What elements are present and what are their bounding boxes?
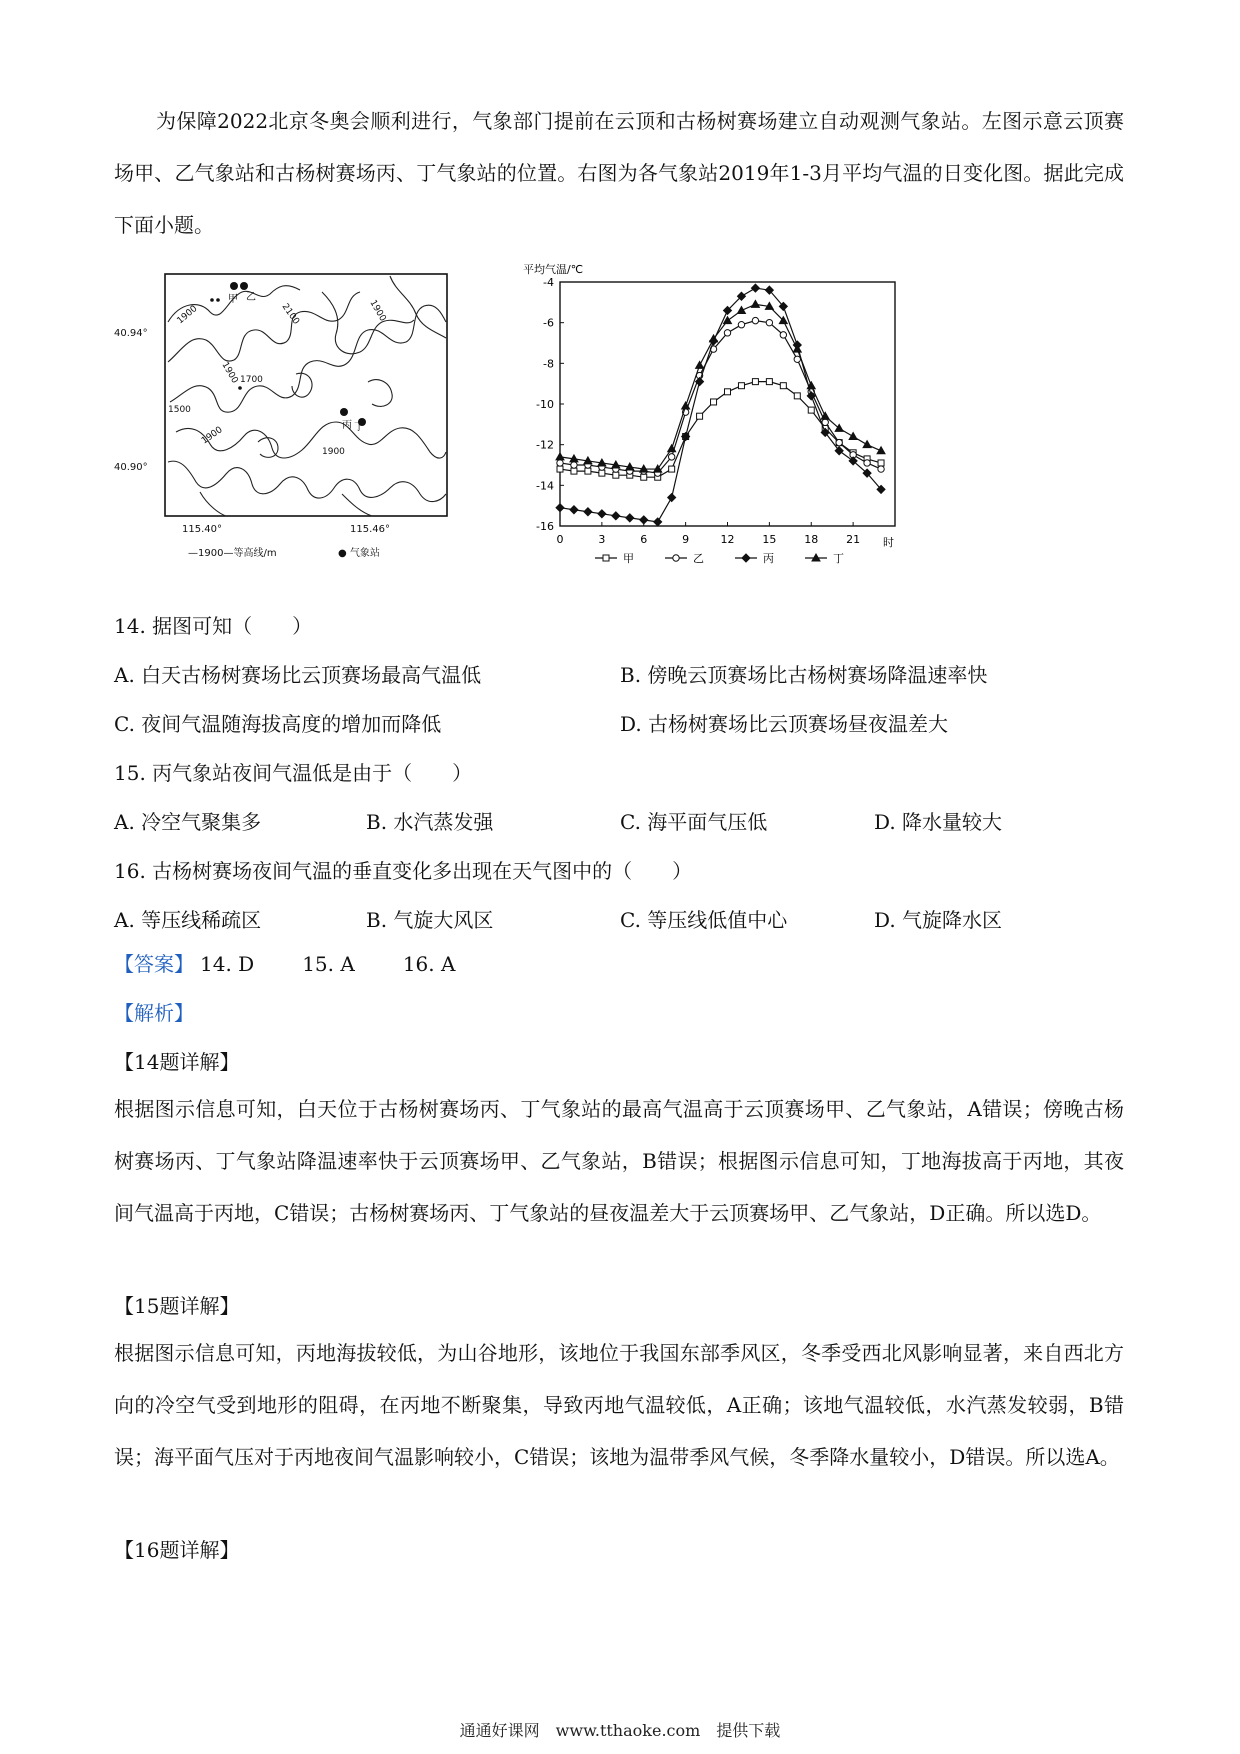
- data-point: [585, 468, 591, 474]
- data-point: [794, 356, 800, 362]
- data-point: [668, 494, 676, 502]
- data-point: [766, 379, 772, 385]
- data-point: [696, 361, 704, 368]
- legend-label: 甲: [623, 552, 634, 565]
- y-tick-label: -10: [536, 398, 554, 411]
- data-point: [738, 322, 744, 328]
- contour-label: 1700: [240, 375, 263, 385]
- lon-label: 115.46°: [350, 524, 390, 535]
- station-dot: [340, 408, 348, 416]
- temperature-chart: [515, 260, 910, 580]
- lat-label: 40.94°: [114, 328, 148, 339]
- data-point: [673, 555, 679, 561]
- q14-option-a: A. 白天古杨树赛场比云顶赛场最高气温低: [114, 663, 482, 687]
- data-point: [668, 454, 674, 460]
- q16-option-b: B. 气旋大风区: [366, 908, 494, 932]
- contour-label: 1900: [322, 447, 345, 457]
- map-axis-labels: [114, 328, 390, 559]
- x-tick-label: 0: [556, 533, 564, 546]
- q16-option-d: D. 气旋降水区: [874, 908, 1003, 932]
- data-point: [613, 472, 619, 478]
- q15-option-d: D. 降水量较大: [874, 810, 1003, 834]
- station-label: 丙: [342, 420, 352, 431]
- contour-lines: [168, 276, 446, 516]
- detail-15-title: 【15题详解】: [114, 1294, 240, 1318]
- summit-dot: [238, 386, 242, 390]
- data-point: [864, 460, 870, 466]
- x-tick-label: 12: [720, 533, 735, 546]
- data-point: [626, 514, 634, 522]
- q15-option-c: C. 海平面气压低: [620, 810, 768, 834]
- station-dot: [240, 282, 248, 290]
- answer-row: [114, 948, 455, 977]
- data-point: [738, 383, 744, 389]
- data-point: [557, 466, 563, 472]
- q14-option-d: D. 古杨树赛场比云顶赛场昼夜温差大: [620, 712, 949, 736]
- data-point: [877, 447, 885, 454]
- data-point: [836, 439, 842, 445]
- contour-label: 1900: [175, 303, 200, 327]
- x-tick-label: 3: [598, 533, 606, 546]
- q15-stem: 15. 丙气象站夜间气温低是由于（ ）: [114, 761, 473, 785]
- q15-option-b: B. 水汽蒸发强: [366, 810, 494, 834]
- data-point: [808, 407, 814, 413]
- q14-option-c: C. 夜间气温随海拔高度的增加而降低: [114, 712, 442, 736]
- data-point: [603, 555, 609, 561]
- answer-16: 16. A: [402, 952, 456, 976]
- y-tick-label: -8: [543, 357, 554, 371]
- station-label: 甲: [228, 294, 238, 305]
- intro-paragraph: 为保障2022北京冬奥会顺利进行，气象部门提前在云顶和古杨树赛场建立自动观测气象站。左图示意云顶赛场甲、乙气象站和古杨树赛场丙、丁气象站的位置。右图为各气象站2019年1-3月平均气温的日变化图。据此完成下面小题。: [114, 109, 1124, 237]
- detail-14-text: 根据图示信息可知，白天位于古杨树赛场丙、丁气象站的最高气温高于云顶赛场甲、乙气象站，A错误；傍晚古杨树赛场丙、丁气象站降温速率快于云顶赛场甲、乙气象站，B错误；根据图示信息可知，丁地海拔高于丙地，其夜间气温高于丙地，C错误；古杨树赛场丙、丁气象站的昼夜温差大于云顶赛场甲、乙气象站，D正确。所以选D。: [114, 1097, 1124, 1225]
- summit-dot: [216, 298, 220, 302]
- answer-15: 15. A: [302, 952, 355, 976]
- data-point: [641, 474, 647, 480]
- data-point: [612, 512, 620, 520]
- data-point: [752, 317, 758, 323]
- data-point: [571, 468, 577, 474]
- x-tick-label: 21: [846, 533, 861, 546]
- data-point: [654, 518, 662, 526]
- contour-map: [110, 262, 460, 572]
- series-line: [560, 304, 881, 469]
- data-point: [669, 466, 675, 472]
- data-point: [742, 554, 750, 562]
- contour-label: 1900: [199, 425, 225, 447]
- data-point: [724, 330, 730, 336]
- data-point: [557, 460, 563, 466]
- data-point: [571, 462, 577, 468]
- data-point: [752, 379, 758, 385]
- chart-xlabel: 时: [883, 536, 894, 549]
- q16-stem: 16. 古杨树赛场夜间气温的垂直变化多出现在天气图中的（ ）: [114, 859, 693, 883]
- contour-label: 1900: [219, 360, 240, 386]
- x-tick-label: 18: [804, 533, 819, 546]
- legend-label: 丁: [833, 552, 844, 565]
- answer-tag: 【答案】: [114, 952, 194, 976]
- data-point: [640, 516, 648, 524]
- station-dot: [230, 282, 238, 290]
- q14-option-b: B. 傍晚云顶赛场比古杨树赛场降温速率快: [620, 663, 988, 687]
- detail-15-text: 根据图示信息可知，丙地海拔较低，为山谷地形，该地位于我国东部季风区，冬季受西北风影响显著，来自西北方向的冷空气受到地形的阻碍，在丙地不断聚集，导致丙地气温较低，A正确；该地气温较低，水汽蒸发较弱，B错误；海平面气压对于丙地夜间气温影响较小，C错误；该地为温带季风气候，冬季降水量较小，D错误。所以选A。: [114, 1341, 1124, 1469]
- legend-station: ● 气象站: [338, 548, 380, 559]
- y-tick-label: -6: [543, 316, 554, 330]
- data-point: [751, 284, 759, 292]
- data-point: [780, 383, 786, 389]
- series-甲: [557, 379, 884, 481]
- x-tick-label: 15: [762, 533, 777, 546]
- series-line: [560, 382, 881, 478]
- series-丙: [556, 284, 885, 526]
- data-point: [556, 453, 564, 460]
- chart-legend: [595, 552, 844, 565]
- x-tick-label: 6: [640, 533, 648, 546]
- lon-label: 115.40°: [182, 524, 222, 535]
- page-footer: 通通好课网 www.tthaoke.com 提供下载: [459, 1721, 781, 1740]
- answer-14: 14. D: [200, 952, 255, 976]
- data-point: [570, 506, 578, 514]
- series-line: [560, 288, 881, 522]
- contour-label: 1500: [168, 405, 191, 415]
- q16-option-c: C. 等压线低值中心: [620, 908, 788, 932]
- q16-option-a: A. 等压线稀疏区: [114, 908, 262, 932]
- data-point: [878, 460, 884, 466]
- detail-14-title: 【14题详解】: [114, 1050, 240, 1074]
- map-frame: [165, 274, 447, 516]
- y-tick-label: -4: [543, 276, 554, 289]
- data-point: [697, 413, 703, 419]
- q14-stem: 14. 据图可知（ ）: [114, 614, 313, 638]
- data-point: [711, 399, 717, 405]
- data-point: [780, 332, 786, 338]
- x-tick-label: 9: [682, 533, 690, 546]
- data-point: [556, 504, 564, 512]
- data-point: [766, 319, 772, 325]
- lat-label: 40.90°: [114, 462, 148, 473]
- y-tick-label: -16: [536, 520, 554, 533]
- legend-label: 乙: [693, 552, 704, 565]
- contour-label: 1900: [367, 298, 388, 324]
- station-label: 乙: [246, 292, 256, 303]
- q15-option-a: A. 冷空气聚集多: [114, 810, 262, 834]
- data-point: [849, 433, 857, 440]
- data-point: [878, 466, 884, 472]
- legend-label: 丙: [763, 552, 774, 565]
- y-tick-label: -14: [536, 479, 554, 493]
- station-label: 丁: [354, 422, 364, 433]
- analysis-tag: 【解析】: [114, 1001, 194, 1025]
- data-point: [822, 419, 828, 425]
- data-point: [737, 306, 745, 313]
- summit-dot: [210, 298, 214, 302]
- data-point: [584, 508, 592, 516]
- legend-contour: —1900—等高线/m: [188, 548, 277, 559]
- y-tick-label: -12: [536, 438, 554, 452]
- data-point: [598, 510, 606, 518]
- data-point: [751, 300, 759, 307]
- data-point: [863, 441, 871, 448]
- detail-16-title: 【16题详解】: [114, 1538, 240, 1562]
- data-point: [599, 470, 605, 476]
- chart-series: [556, 284, 885, 526]
- chart-ylabel: 平均气温/℃: [523, 263, 584, 276]
- data-point: [725, 389, 731, 395]
- data-point: [794, 393, 800, 399]
- contour-label: 2100: [279, 301, 301, 327]
